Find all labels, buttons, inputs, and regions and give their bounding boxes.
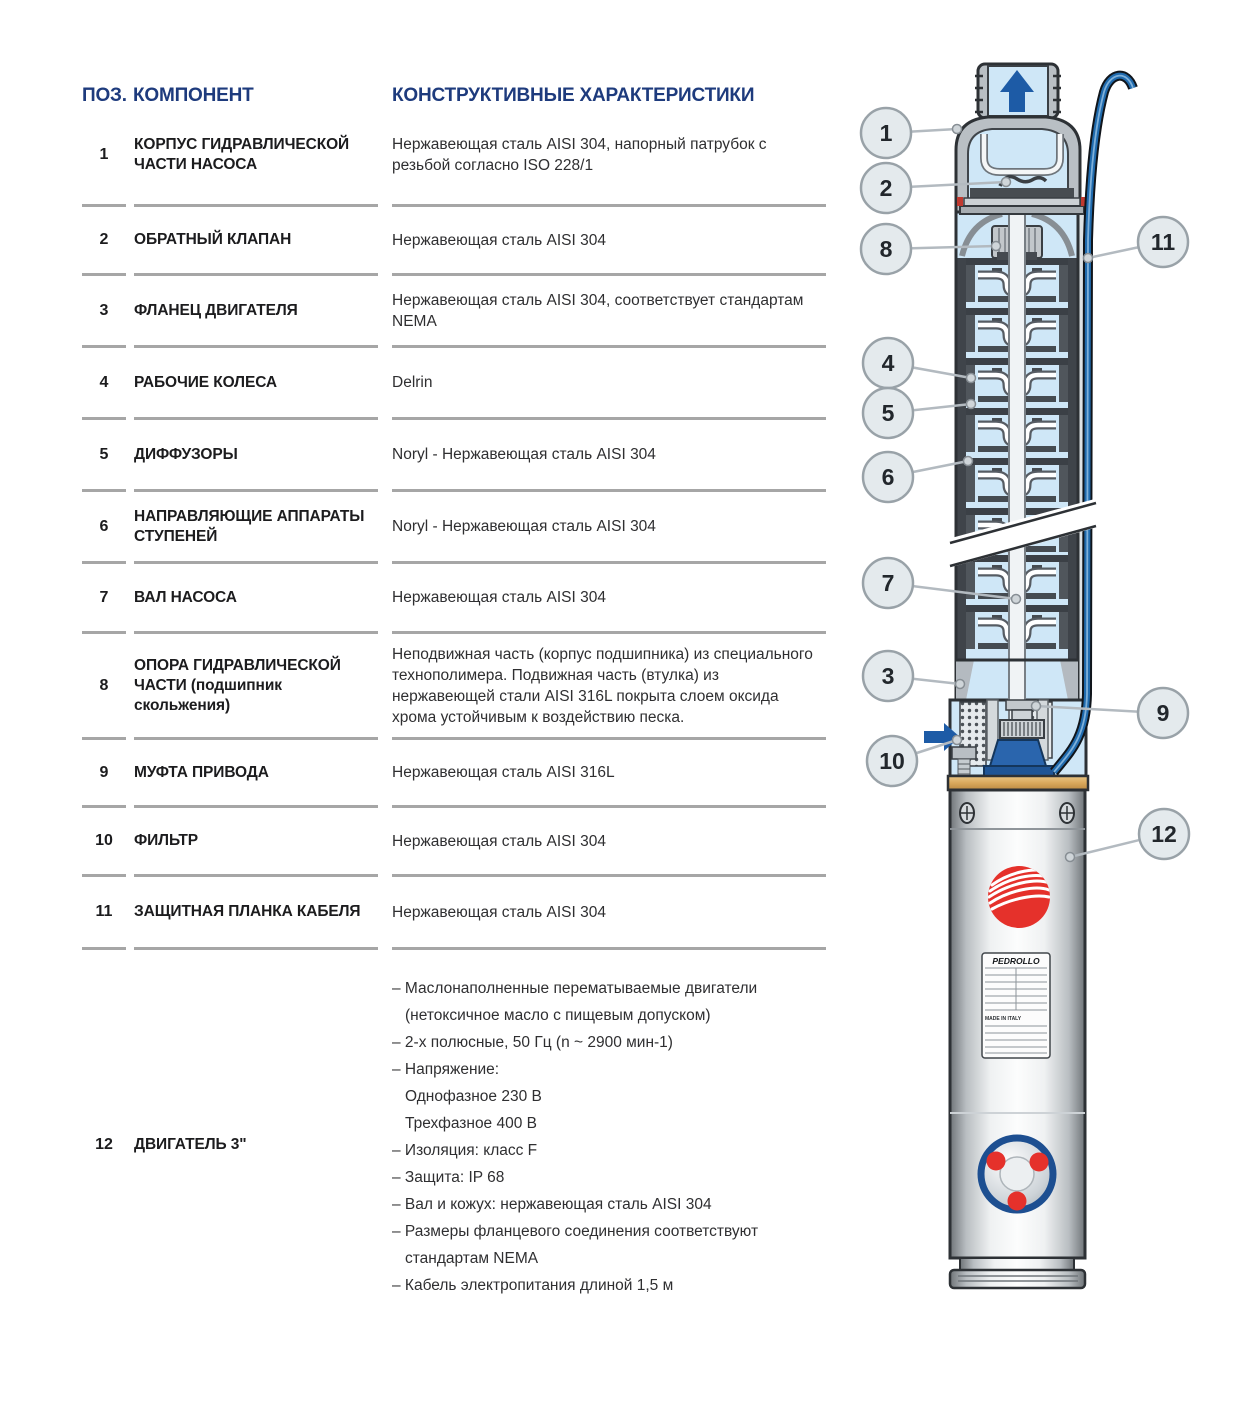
svg-text:8: 8 bbox=[879, 236, 893, 262]
motor-feature-line: – Вал и кожух: нержавеющая сталь AISI 304 bbox=[392, 1196, 712, 1213]
row-characteristics: Нержавеющая сталь AISI 304, соответствует стандартам NEMA bbox=[392, 276, 826, 348]
screw-icon bbox=[960, 803, 974, 823]
svg-text:3: 3 bbox=[881, 663, 895, 689]
motor-feature-line: – Изоляция: класс F bbox=[392, 1142, 538, 1159]
svg-text:11: 11 bbox=[1150, 229, 1176, 255]
svg-text:2: 2 bbox=[879, 175, 893, 201]
row-characteristics: Noryl - Нержавеющая сталь AISI 304 bbox=[392, 420, 826, 492]
callout-1 bbox=[861, 108, 962, 158]
row-pos: 2 bbox=[82, 207, 126, 276]
svg-text:5: 5 bbox=[881, 400, 895, 426]
nameplate-brand: PEDROLLO bbox=[992, 956, 1040, 966]
svg-text:6: 6 bbox=[881, 464, 895, 490]
screw-icon bbox=[1060, 803, 1074, 823]
row-characteristics: Нержавеющая сталь AISI 304 bbox=[392, 207, 826, 276]
row-component: РАБОЧИЕ КОЛЕСА bbox=[134, 348, 378, 420]
motor-feature-line: – Кабель электропитания длиной 1,5 м bbox=[392, 1277, 674, 1294]
motor-feature-line: Трехфазное 400 В bbox=[405, 1115, 537, 1132]
column-header-component: КОМПОНЕНТ bbox=[133, 85, 254, 106]
motor-feature-line: стандартам NEMA bbox=[405, 1250, 539, 1267]
motor-feature-line: – Защита: IP 68 bbox=[392, 1169, 505, 1186]
row-pos: 8 bbox=[82, 634, 126, 740]
row-characteristics: Нержавеющая сталь AISI 316L bbox=[392, 740, 826, 808]
row-pos: 3 bbox=[82, 276, 126, 348]
svg-text:7: 7 bbox=[881, 570, 895, 596]
gold-band bbox=[948, 776, 1088, 790]
row-component: ЗАЩИТНАЯ ПЛАНКА КАБЕЛЯ bbox=[134, 877, 378, 950]
row-characteristics: Нержавеющая сталь AISI 304 bbox=[392, 808, 826, 877]
motor-feature-line: – 2-х полюсные, 50 Гц (n ~ 2900 мин-1) bbox=[392, 1034, 673, 1051]
callout-11 bbox=[1084, 217, 1189, 267]
drive-coupling bbox=[1000, 720, 1044, 738]
row-pos: 12 bbox=[95, 1135, 113, 1153]
row-characteristics: Нержавеющая сталь AISI 304, напорный патрубок с резьбой согласно ISO 228/1 bbox=[392, 106, 826, 207]
row-component: КОРПУС ГИДРАВЛИЧЕСКОЙ ЧАСТИ НАСОСА bbox=[134, 106, 378, 207]
svg-text:1: 1 bbox=[879, 120, 893, 146]
row-component: ВАЛ НАСОСА bbox=[134, 564, 378, 634]
row-pos: 1 bbox=[82, 106, 126, 207]
row-component: НАПРАВЛЯЮЩИЕ АППАРАТЫ СТУПЕНЕЙ bbox=[134, 492, 378, 564]
motor-feature-line: (нетоксичное масло с пищевым допуском) bbox=[405, 1007, 711, 1024]
motor-body bbox=[950, 790, 1085, 1288]
callout-3 bbox=[863, 651, 965, 701]
row-pos: 11 bbox=[82, 877, 126, 950]
nameplate-origin: MADE IN ITALY bbox=[985, 1016, 1022, 1022]
svg-text:9: 9 bbox=[1156, 700, 1170, 726]
motor-feature-line: Однофазное 230 В bbox=[405, 1088, 542, 1105]
row-component: ФИЛЬТР bbox=[134, 808, 378, 877]
row-characteristics: Неподвижная часть (корпус подшипника) из специального технополимера. Подвижная часть (втулка) из нержавеющей стали AISI 316L покрыта слоем оксида хрома устойчивым к воздействию песка. bbox=[392, 634, 826, 740]
motor-feature-line: – Напряжение: bbox=[392, 1061, 500, 1078]
row-pos: 10 bbox=[82, 808, 126, 877]
row-component: ДВИГАТЕЛЬ 3" bbox=[134, 1135, 247, 1153]
nema-coupling-icon bbox=[981, 1138, 1053, 1211]
row-pos: 4 bbox=[82, 348, 126, 420]
motor-feature-line: – Размеры фланцевого соединения соответствуют bbox=[392, 1223, 759, 1240]
discharge-head bbox=[956, 64, 1087, 214]
row-pos: 5 bbox=[82, 420, 126, 492]
row-characteristics: Нержавеющая сталь AISI 304 bbox=[392, 564, 826, 634]
brand-logo-icon bbox=[988, 866, 1050, 928]
row-component: ДИФФУЗОРЫ bbox=[134, 420, 378, 492]
row-characteristics: Delrin bbox=[392, 348, 826, 420]
row-characteristics: Нержавеющая сталь AISI 304 bbox=[392, 877, 826, 950]
row-component: ОПОРА ГИДРАВЛИЧЕСКОЙ ЧАСТИ (подшипник скольжения) bbox=[134, 634, 378, 740]
row-pos: 7 bbox=[82, 564, 126, 634]
nameplate bbox=[982, 953, 1050, 1058]
column-header-pos: ПОЗ. bbox=[82, 85, 127, 106]
svg-text:10: 10 bbox=[879, 748, 905, 774]
svg-text:4: 4 bbox=[881, 350, 895, 376]
row-component: ОБРАТНЫЙ КЛАПАН bbox=[134, 207, 378, 276]
row-component: ФЛАНЕЦ ДВИГАТЕЛЯ bbox=[134, 276, 378, 348]
svg-text:12: 12 bbox=[1151, 821, 1177, 847]
row-characteristics: Noryl - Нержавеющая сталь AISI 304 bbox=[392, 492, 826, 564]
row-pos: 6 bbox=[82, 492, 126, 564]
column-header-characteristics: КОНСТРУКТИВНЫЕ ХАРАКТЕРИСТИКИ bbox=[392, 85, 755, 106]
motor-feature-line: – Маслонаполненные перематываемые двигатели bbox=[392, 980, 758, 997]
row-component: МУФТА ПРИВОДА bbox=[134, 740, 378, 808]
motor-bottom-cap bbox=[950, 1258, 1085, 1288]
row-pos: 9 bbox=[82, 740, 126, 808]
